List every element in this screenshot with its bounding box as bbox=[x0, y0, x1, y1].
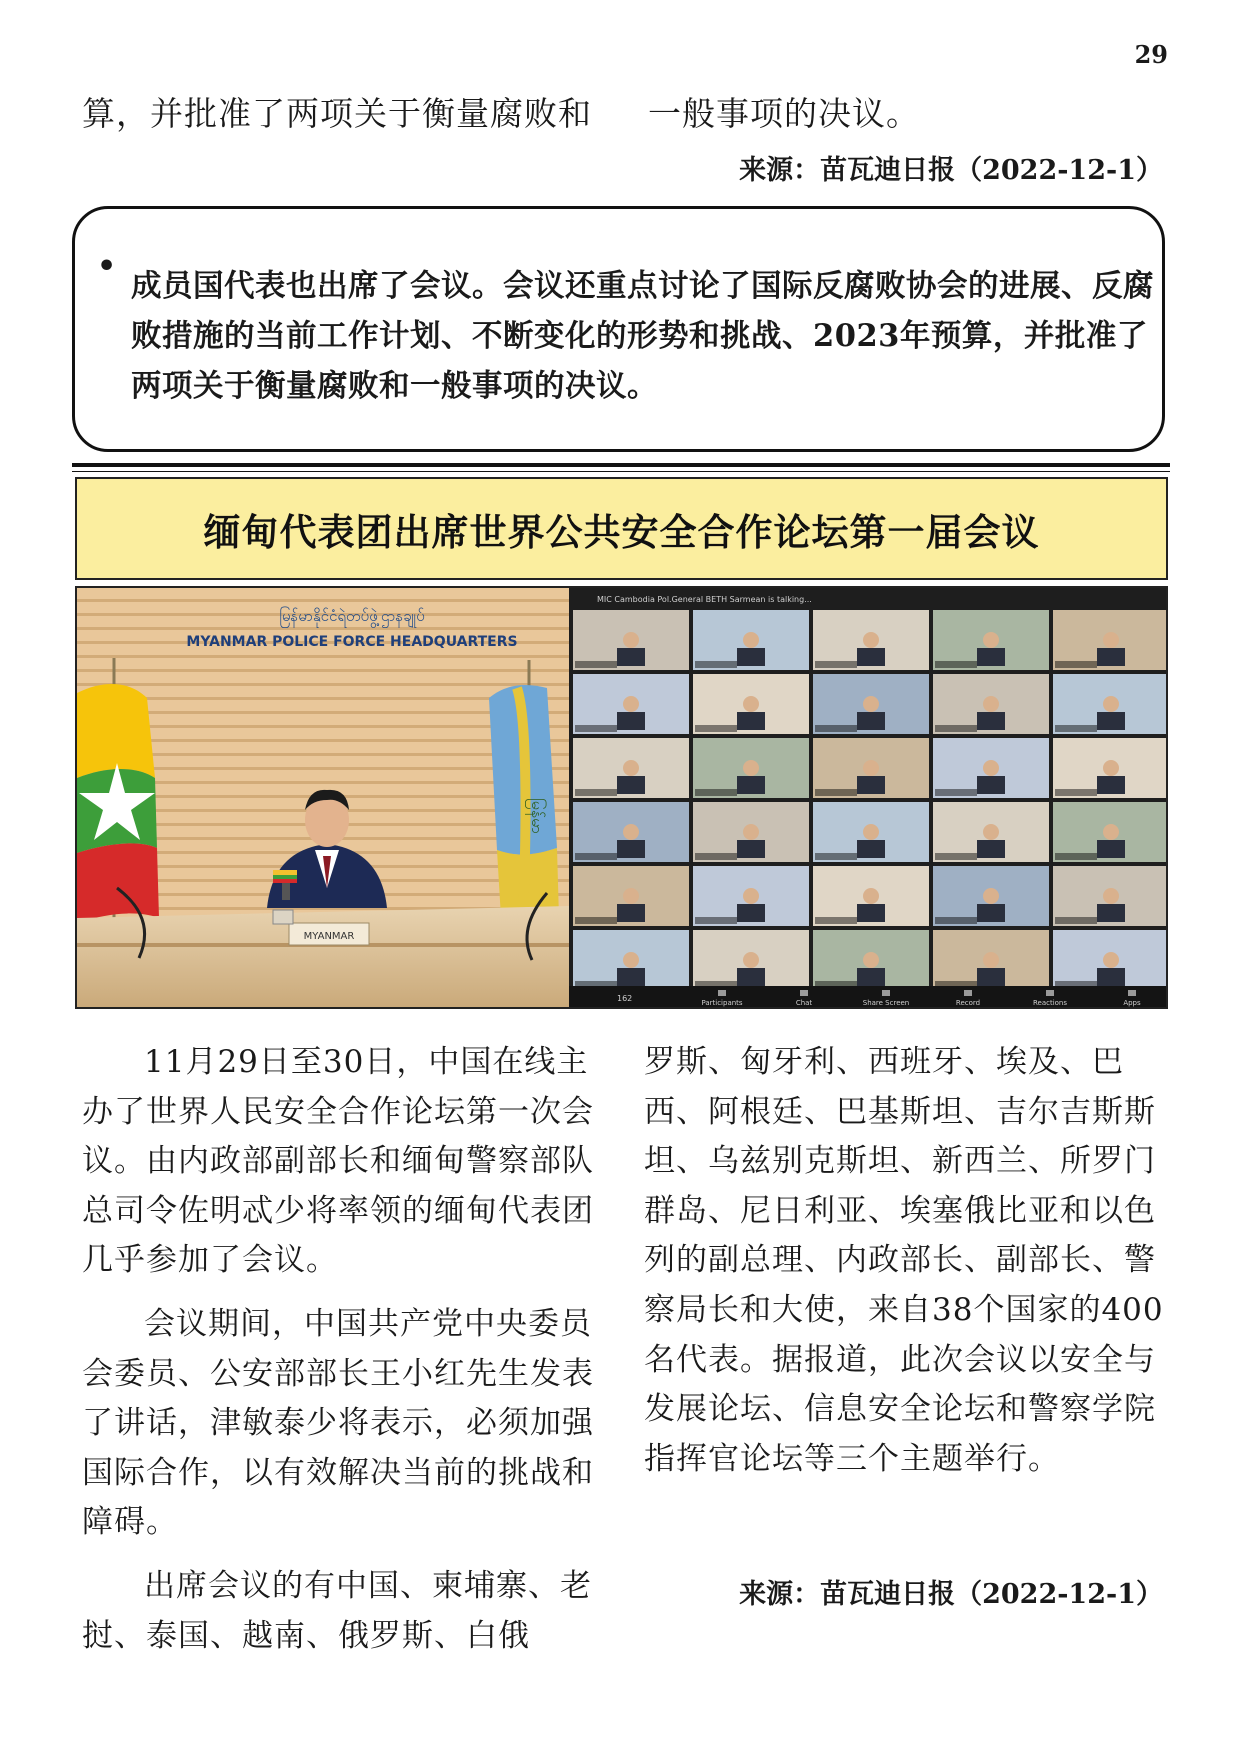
toolbar-icon bbox=[1046, 990, 1054, 996]
summary-text: 成员国代表也出席了会议。会议还重点讨论了国际反腐败协会的进展、反腐败措施的当前工作计划、不断变化的形势和挑战、2023年预算，并批准了两项关于衡量腐败和一般事项的决议。 bbox=[131, 268, 1154, 404]
participant-tile bbox=[933, 802, 1049, 862]
video-conference-screen bbox=[569, 588, 1168, 1009]
participant-tile bbox=[573, 866, 689, 926]
participant-tile bbox=[933, 866, 1049, 926]
participant-tile bbox=[693, 802, 809, 862]
toolbar-item-label: Record bbox=[955, 999, 981, 1007]
participant-tile bbox=[1053, 866, 1168, 926]
participant-tile bbox=[573, 610, 689, 670]
page-number: 29 bbox=[1134, 40, 1168, 69]
participant-tile bbox=[813, 802, 929, 862]
bullet-icon: • bbox=[97, 249, 117, 284]
toolbar-item-label: Apps bbox=[1123, 999, 1141, 1007]
sign-myanmar-text: မြန်မာနိုင်ငံရဲတပ်ဖွဲ့ဌာနချုပ် bbox=[279, 607, 425, 625]
participant-tile bbox=[1053, 738, 1168, 798]
toolbar-item-label: Chat bbox=[795, 999, 813, 1007]
participant-tile bbox=[1053, 930, 1168, 990]
paragraph-3-continued: 罗斯、匈牙利、西班牙、埃及、巴西、阿根廷、巴基斯坦、吉尔吉斯斯坦、乌兹别克斯坦、新西兰、所罗门群岛、尼日利亚、埃塞俄比亚和以色列的副总理、内政部长、副部长、警察局长和大使，来自38个国家的400名代表。据报道，此次会议以安全与发展论坛、信息安全论坛和警察学院指挥官论坛等三个主题举行。 bbox=[644, 1044, 1164, 1477]
screen-banner: MIC Cambodia Pol.General BETH Sarmean is talking... bbox=[597, 595, 812, 604]
paragraph-3-start: 出席会议的有中国、柬埔寨、老挝、泰国、越南、俄罗斯、白俄 bbox=[82, 1567, 592, 1654]
continued-text-left: 算，并批准了两项关于衡量腐败和 bbox=[82, 94, 592, 133]
participant-tile bbox=[933, 738, 1049, 798]
participant-tile bbox=[693, 738, 809, 798]
participant-tile bbox=[933, 674, 1049, 734]
participant-tile bbox=[693, 930, 809, 990]
divider bbox=[72, 463, 1170, 467]
continued-text bbox=[82, 88, 920, 135]
participant-count: 162 bbox=[617, 994, 633, 1003]
participant-tile bbox=[933, 610, 1049, 670]
toolbar-icon bbox=[882, 990, 890, 996]
myanmar-flag bbox=[77, 658, 159, 923]
continued-text-right: 一般事项的决议。 bbox=[648, 94, 920, 133]
article-column-right bbox=[644, 1038, 1164, 1484]
participant-tile bbox=[573, 930, 689, 990]
summary-box bbox=[72, 206, 1165, 452]
paragraph-1: 11月29日至30日，中国在线主办了世界人民安全合作论坛第一次会议。由内政部副部长和缅甸警察部队总司令佐明忒少将率领的缅甸代表团几乎参加了会议。 bbox=[82, 1044, 594, 1279]
svg-text:မြန်မာ: မြန်မာ bbox=[528, 798, 547, 834]
paragraph-2: 会议期间，中国共产党中央委员会委员、公安部部长王小红先生发表了讲话，津敏泰少将表示，必须加强国际合作，以有效解决当前的挑战和障碍。 bbox=[82, 1305, 594, 1541]
participant-tile bbox=[573, 738, 689, 798]
divider-thin bbox=[72, 471, 1170, 472]
toolbar-item-label: Share Screen bbox=[862, 999, 910, 1007]
participant-tile bbox=[693, 674, 809, 734]
participant-tile bbox=[693, 610, 809, 670]
sign-english-text: MYANMAR POLICE FORCE HEADQUARTERS bbox=[186, 634, 518, 650]
participant-tile bbox=[933, 930, 1049, 990]
participant-tile bbox=[573, 674, 689, 734]
participant-tile bbox=[1053, 674, 1168, 734]
participant-tile bbox=[693, 866, 809, 926]
participant-tile bbox=[813, 738, 929, 798]
participant-tile bbox=[813, 674, 929, 734]
toolbar-icon bbox=[800, 990, 808, 996]
article-column-left bbox=[82, 1038, 602, 1661]
participant-tile bbox=[813, 930, 929, 990]
conference-room-scene bbox=[77, 588, 569, 1009]
article-headline: 缅甸代表团出席世界公共安全合作论坛第一届会议 bbox=[75, 477, 1168, 580]
participant-tile bbox=[813, 866, 929, 926]
toolbar-icon bbox=[718, 990, 726, 996]
toolbar-item-label: Reactions bbox=[1032, 999, 1068, 1007]
source-citation-bottom: 来源：苗瓦迪日报（2022-12-1） bbox=[739, 1579, 1163, 1610]
participant-tile bbox=[573, 802, 689, 862]
participant-tile bbox=[1053, 610, 1168, 670]
article-photo bbox=[75, 586, 1168, 1009]
nameplate-text: MYANMAR bbox=[303, 931, 355, 942]
toolbar-icon bbox=[1128, 990, 1136, 996]
toolbar-item-label: Participants bbox=[701, 999, 743, 1007]
source-citation-top: 来源：苗瓦迪日报（2022-12-1） bbox=[739, 155, 1163, 186]
participant-tile bbox=[1053, 802, 1168, 862]
participant-tile bbox=[813, 610, 929, 670]
toolbar-icon bbox=[964, 990, 972, 996]
